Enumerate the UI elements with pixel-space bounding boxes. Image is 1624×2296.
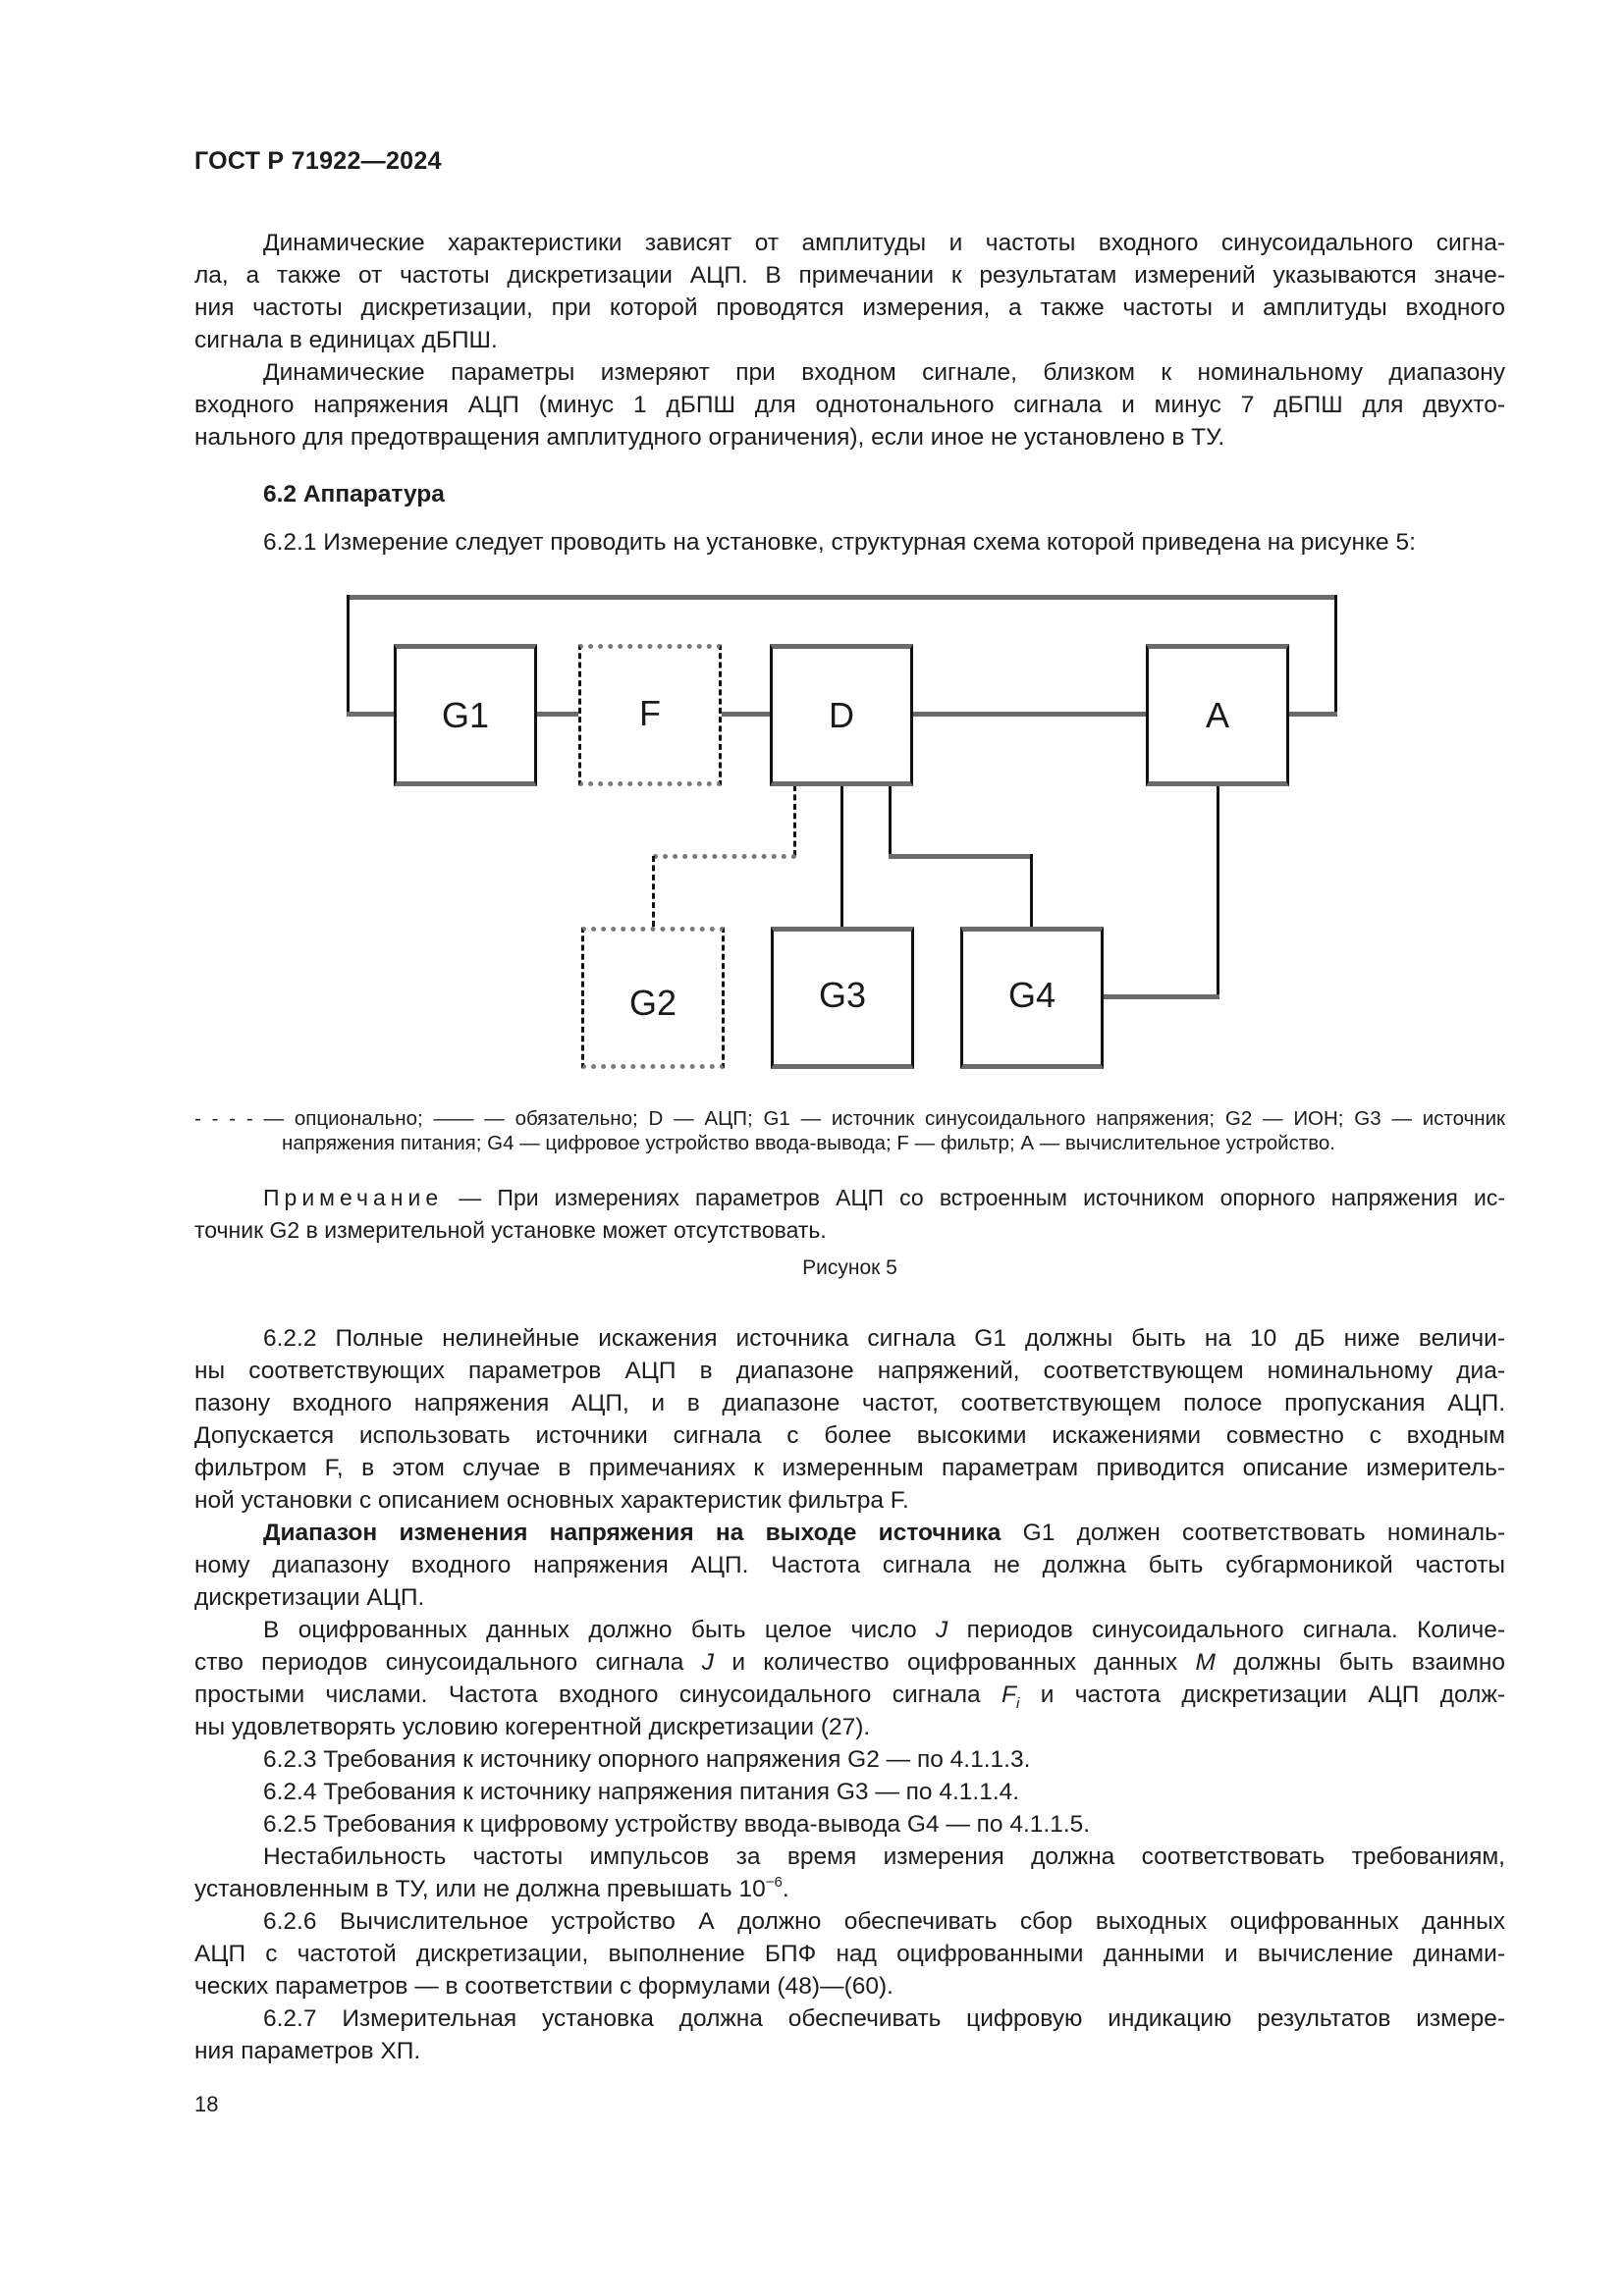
paragraph-6-2-4: 6.2.4 Требования к источнику напряжения питания G3 — по 4.1.1.4.	[263, 1779, 1020, 1805]
text-line: ния параметров ХП.	[194, 2038, 421, 2064]
text-line: Допускается использовать источники сигнала с более высокими искажениями совместно с входным	[194, 1422, 1505, 1449]
section-heading: 6.2 Аппаратура	[263, 481, 445, 507]
connector-a-g4	[1217, 785, 1219, 998]
block-label: F	[639, 693, 661, 733]
figure-caption: Рисунок 5	[802, 1256, 897, 1279]
text-line: сигнала в единицах дБПШ.	[194, 327, 498, 353]
connector-d-g4	[889, 785, 892, 856]
connector-d-g2-optional	[793, 785, 796, 856]
note-line	[194, 1182, 1505, 1214]
var-j: J	[935, 1617, 948, 1643]
text-line: ны удовлетворять условию когерентной дискретизации (27).	[194, 1714, 871, 1740]
text-segment: и частота дискретизации АЦП долж-	[1019, 1682, 1505, 1708]
legend-line: - - - - — опционально; —— — обязательно; D — АЦП; G1 — источник синусоидального напряжения; G2 — ИОН; G3 — источник	[194, 1107, 1505, 1130]
page-number: 18	[194, 2092, 219, 2116]
block-g1-sine-source	[394, 644, 537, 786]
paragraph-6-2-2	[194, 1322, 1505, 2067]
block-label: A	[1205, 694, 1229, 735]
intro-paragraph-2	[194, 356, 1505, 454]
text-line: фильтром F, в этом случае в примечаниях к измеренным параметрам приводится описание измеритель-	[194, 1455, 1505, 1481]
text-segment: должны быть взаимно	[1215, 1649, 1505, 1676]
figure-note	[194, 1182, 1505, 1247]
text-line	[194, 1517, 1505, 1549]
block-f-filter	[578, 644, 722, 786]
block-g2-reference-source	[581, 927, 725, 1069]
text-line: пазону входного напряжения АЦП, и в диапазоне частот, соответствующем полосе пропускания АЦП.	[194, 1390, 1505, 1416]
block-label: G1	[441, 694, 490, 735]
document-id: ГОСТ Р 71922—2024	[194, 147, 442, 175]
paragraph-6-2-1	[194, 526, 1505, 559]
legend-line: напряжения питания; G4 — цифровое устройство ввода-вывода; F — фильтр; А — вычислительное устройство.	[282, 1132, 1335, 1154]
text-segment: ство периодов синусоидального сигнала	[194, 1649, 702, 1676]
var-f-subscript: i	[1016, 1695, 1020, 1711]
text-segment: и количество оцифрованных данных	[714, 1649, 1196, 1676]
text-line	[194, 1646, 1505, 1679]
figure-legend	[194, 1106, 1505, 1155]
connector-d-g2-optional	[653, 854, 796, 859]
text-line: Динамические характеристики зависят от амплитуды и частоты входного синусоидального сигна-	[263, 230, 1505, 256]
note-label: Примечание	[263, 1185, 444, 1210]
text-line: ния частоты дискретизации, при которой проводятся измерения, а также частоты и амплитуды входного	[194, 294, 1505, 321]
block-label: G4	[1007, 974, 1056, 1015]
text-line	[194, 1679, 1505, 1711]
text-line: входного напряжения АЦП (минус 1 дБПШ для однотонального сигнала и минус 7 дБПШ для двухто-	[194, 392, 1505, 418]
connector-right-loop	[1334, 595, 1337, 716]
connector-d-g4	[889, 854, 1033, 859]
bold-phrase: Диапазон изменения напряжения на выходе источника	[263, 1520, 1001, 1546]
note-text: — При измерениях параметров АЦП со встроенным источником опорного напряжения ис-	[443, 1185, 1505, 1210]
paragraph-6-2-5: 6.2.5 Требования к цифровому устройству ввода-вывода G4 — по 4.1.1.5.	[263, 1811, 1091, 1838]
text-segment: В оцифрованных данных должно быть целое число	[263, 1617, 936, 1643]
connector-left-loop	[347, 595, 350, 716]
text-line: 6.2.1 Измерение следует проводить на установке, структурная схема которой приведена на рисунке 5:	[263, 529, 1416, 556]
block-d-adc	[770, 644, 913, 786]
text-line: ной установки с описанием основных характеристик фильтра F.	[194, 1487, 909, 1514]
block-g3-power-supply	[771, 927, 914, 1069]
text-line: ла, а также от частоты дискретизации АЦП. В примечании к результатам измерений указываются значе-	[194, 262, 1505, 289]
text-segment: периодов синусоидального сигнала. Количе-	[947, 1617, 1505, 1643]
connector-a-g4	[1103, 994, 1219, 999]
text-line: ны соответствующих параметров АЦП в диапазоне напряжений, соответствующем номинальному диа-	[194, 1358, 1505, 1384]
text-segment: установленным в ТУ, или не должна превышать 10	[194, 1876, 766, 1902]
block-label: G2	[628, 982, 677, 1023]
note-line: точник G2 в измерительной установке может отсутствовать.	[194, 1217, 827, 1243]
text-line: 6.2.6 Вычислительное устройство А должно обеспечивать сбор выходных оцифрованных данных	[263, 1908, 1505, 1935]
var-j: J	[701, 1649, 714, 1676]
connector-d-a	[911, 712, 1146, 717]
var-m: M	[1195, 1649, 1216, 1676]
text-segment: G1 должен соответствовать номиналь-	[1001, 1520, 1505, 1546]
text-segment: .	[782, 1876, 789, 1902]
intro-paragraph-1	[194, 227, 1505, 356]
text-segment: простыми числами. Частота входного синусоидального сигнала	[194, 1682, 1002, 1708]
text-line: АЦП с частотой дискретизации, выполнение БПФ над оцифрованными данными и вычисление динами-	[194, 1941, 1505, 1967]
text-line: ческих параметров — в соответствии с формулами (48)—(60).	[194, 1973, 893, 2000]
block-label: D	[829, 694, 854, 735]
connector-a-to-loop	[1287, 712, 1337, 717]
block-g4-digital-io	[960, 927, 1104, 1069]
text-line: Нестабильность частоты импульсов за время измерения должна соответствовать требованиям,	[263, 1843, 1505, 1870]
text-line: 6.2.2 Полные нелинейные искажения источника сигнала G1 должны быть на 10 дБ ниже величи-	[263, 1325, 1505, 1352]
connector-loop-to-g1	[347, 712, 394, 717]
exponent: −6	[765, 1874, 783, 1891]
connector-d-g3	[840, 785, 843, 927]
text-line	[194, 1873, 1505, 1905]
paragraph-6-2-3: 6.2.3 Требования к источнику опорного напряжения G2 — по 4.1.1.3.	[263, 1746, 1031, 1773]
text-line: ному диапазону входного напряжения АЦП. Частота сигнала не должна быть субгармоникой частоты	[194, 1552, 1505, 1578]
text-line: 6.2.7 Измерительная установка должна обеспечивать цифровую индикацию результатов измере-	[263, 2005, 1505, 2032]
var-f: F	[1001, 1682, 1017, 1708]
connector-f-d	[721, 712, 770, 717]
connector-d-g2-optional	[652, 856, 655, 927]
text-line	[194, 1614, 1505, 1646]
block-label: G3	[818, 974, 867, 1015]
text-line: дискретизации АЦП.	[194, 1584, 425, 1611]
connector-top-loop	[347, 595, 1337, 600]
block-a-computing-device	[1146, 644, 1289, 786]
connector-g1-f	[535, 712, 578, 717]
connector-d-g4	[1030, 854, 1033, 927]
text-line: Динамические параметры измеряют при входном сигнале, близком к номинальному диапазону	[263, 359, 1505, 386]
text-line: нального для предотвращения амплитудного ограничения), если иное не установлено в ТУ.	[194, 424, 1225, 451]
